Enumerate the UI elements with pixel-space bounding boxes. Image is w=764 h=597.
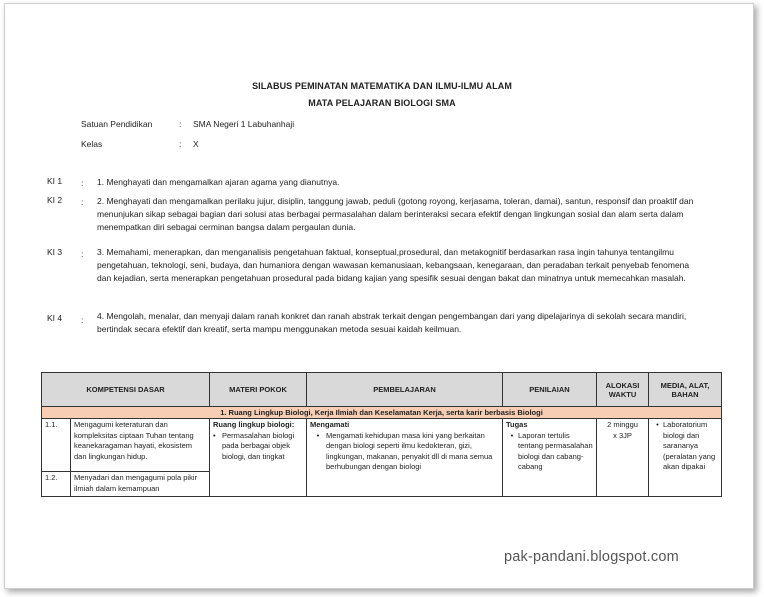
ki-text: 1. Menghayati dan mengamalkan ajaran agama yang dianutnya.	[97, 177, 340, 187]
ki-colon: :	[81, 315, 84, 325]
header-materi: MATERI POKOK	[210, 373, 307, 407]
document-title: SILABUS PEMINATAN MATEMATIKA DAN ILMU-ILMU ALAM	[252, 81, 512, 91]
syllabus-table	[41, 372, 722, 497]
kd-text: Mengagumi keteraturan dan kompleksitas ciptaan Tuhan tentang keanekaragaman hayati, ekosistem dan lingkungan hidup.	[71, 419, 210, 472]
header-penilaian: PENILAIAN	[503, 373, 597, 407]
pembelajaran-item: Mengamati kehidupan masa kini yang berkaitan dengan biologi seperti ilmu kedokteran, gizi, lingkungan, makanan, penyakit dll di mana semua berhubungan dengan biologi	[326, 430, 493, 471]
kd-text: Menyadari dan mengagumi pola pikir ilmiah dalam kemampuan	[71, 472, 210, 497]
penilaian-title: Tugas	[506, 420, 528, 429]
header-alokasi: ALOKASI WAKTU	[597, 373, 649, 407]
ki-label: KI 2	[47, 195, 63, 205]
header-pembelajaran: PEMBELAJARAN	[307, 373, 503, 407]
ki-label: KI 4	[47, 313, 63, 323]
identity-label-kelas: Kelas	[81, 139, 103, 149]
penilaian-cell	[503, 419, 597, 497]
bullet-icon: •	[213, 430, 216, 440]
section-row	[42, 407, 722, 419]
kd-number: 1.1.	[42, 419, 71, 472]
bullet-icon: •	[510, 430, 514, 440]
bullet-icon: •	[316, 430, 320, 440]
identity-colon: :	[179, 139, 182, 149]
identity-value-satuan: SMA Negeri 1 Labuhanhaji	[193, 119, 295, 129]
ki-colon: :	[81, 178, 84, 188]
section-title: 1. Ruang Lingkup Biologi, Kerja Ilmiah dan Keselamatan Kerja, serta karir berbasis Biologi	[42, 407, 722, 419]
identity-value-kelas: X	[193, 139, 199, 149]
header-kd: KOMPETENSI DASAR	[42, 373, 210, 407]
pembelajaran-cell	[307, 419, 503, 497]
materi-cell	[210, 419, 307, 497]
media-item: Laboratorium biologi dan sarananya (peralatan yang akan dipakai	[663, 420, 716, 471]
header-media: MEDIA, ALAT, BAHAN	[649, 373, 722, 407]
identity-colon: :	[179, 119, 182, 129]
kd-number: 1.2.	[42, 472, 71, 497]
penilaian-item: Laporan tertulis tentang permasalahan biologi dan cabang-cabang	[518, 430, 593, 471]
ki-text: 4. Mengolah, menalar, dan menyaji dalam ranah konkret dan ranah abstrak terkait dengan pengembangan dari yang dipelajarinya di sekolah secara mandiri, bertindak secara efektif dan kreatif, serta mampu menggunakan metoda sesuai kaidah keilmuan.	[97, 311, 687, 335]
ki-text: 3. Memahami, menerapkan, dan menganalisis pengetahuan faktual, konseptual,prosedural, dan metakognitif berdasarkan rasa ingin tahunya tentangilmu pengetahuan, teknologi, seni, budaya, dan humaniora dengan wawasan kemanusiaan, kebangsaan, kenegaraan, dan peradaban terkait penyebab fenomena dan kejadian, serta menerapkan pengetahuan prosedural pada bidang kajian yang spesifik sesuai dengan bakat dan minatnya untuk memecahkan masalah.	[97, 247, 690, 284]
identity-label-satuan: Satuan Pendidikan	[81, 119, 153, 129]
media-cell	[649, 419, 722, 497]
watermark: pak-pandani.blogspot.com	[504, 549, 679, 565]
bullet-icon: •	[656, 420, 659, 429]
materi-item: Permasalahan biologi pada berbagai objek biologi, dan tingkat	[222, 430, 295, 461]
pembelajaran-title: Mengamati	[310, 420, 350, 429]
table-row	[42, 419, 722, 472]
ki-label: KI 3	[47, 247, 63, 257]
ki-colon: :	[81, 249, 84, 259]
table-header-row	[42, 373, 722, 407]
materi-title: Ruang lingkup biologi:	[213, 420, 295, 429]
alokasi-cell: 2 minggu x 3JP	[597, 419, 649, 497]
ki-text: 2. Menghayati dan mengamalkan perilaku jujur, disiplin, tanggung jawab, peduli (gotong royong, kerjasama, toleran, damai), santun, responsif dan proaktif dan menunjukan sikap sebagai bagian dari solusi atas berbagai permasalahan dalam berinteraksi secara efektif dengan lingkungan sosial dan alam serta dalam menempatkan diri sebagai cerminan bangsa dalam pergaulan dunia.	[97, 196, 694, 233]
ki-colon: :	[81, 197, 84, 207]
document-subtitle: MATA PELAJARAN BIOLOGI SMA	[308, 98, 456, 108]
ki-label: KI 1	[47, 176, 63, 186]
